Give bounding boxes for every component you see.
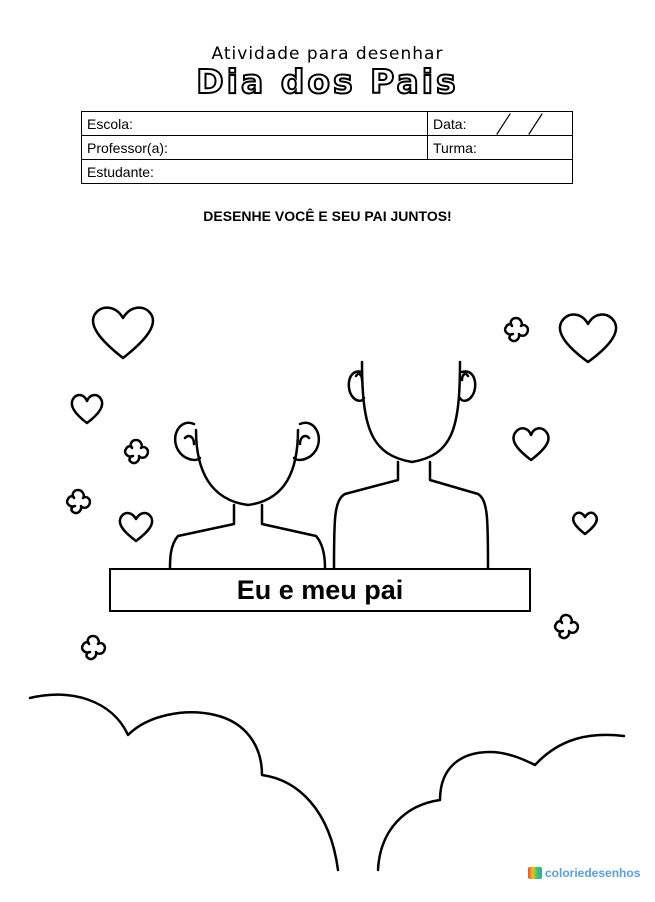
caption-box: Eu e meu pai bbox=[109, 568, 531, 612]
turma-label: Turma: bbox=[433, 139, 477, 156]
flower-icon bbox=[82, 636, 105, 659]
flower-icon bbox=[67, 490, 90, 513]
page-title: Dia dos Pais bbox=[196, 62, 459, 101]
father-figure bbox=[334, 362, 488, 568]
heart-icon bbox=[72, 395, 102, 423]
child-figure bbox=[170, 423, 325, 568]
flower-icon bbox=[125, 440, 148, 463]
flower-icon bbox=[555, 615, 578, 638]
flower-icon bbox=[505, 318, 528, 341]
activity-subtitle: Atividade para desenhar bbox=[211, 44, 444, 64]
heart-icon bbox=[560, 315, 616, 362]
watermark-text: coloriedesenhos bbox=[545, 866, 641, 880]
estudante-label: Estudante: bbox=[87, 163, 154, 180]
cloud-left bbox=[30, 695, 338, 870]
professor-label: Professor(a): bbox=[87, 139, 168, 156]
heart-icon bbox=[93, 308, 153, 358]
data-label: Data: bbox=[433, 115, 467, 132]
heart-icon bbox=[120, 513, 152, 541]
heart-icon bbox=[513, 428, 548, 460]
heart-icon bbox=[573, 513, 597, 534]
cloud-right bbox=[378, 735, 624, 870]
date-slash bbox=[529, 114, 542, 134]
escola-label: Escola: bbox=[87, 115, 133, 132]
date-slash bbox=[497, 114, 510, 134]
drawing-instruction: DESENHE VOCÊ E SEU PAI JUNTOS! bbox=[203, 208, 452, 224]
site-watermark bbox=[528, 866, 640, 880]
crayon-box-icon bbox=[528, 867, 542, 879]
